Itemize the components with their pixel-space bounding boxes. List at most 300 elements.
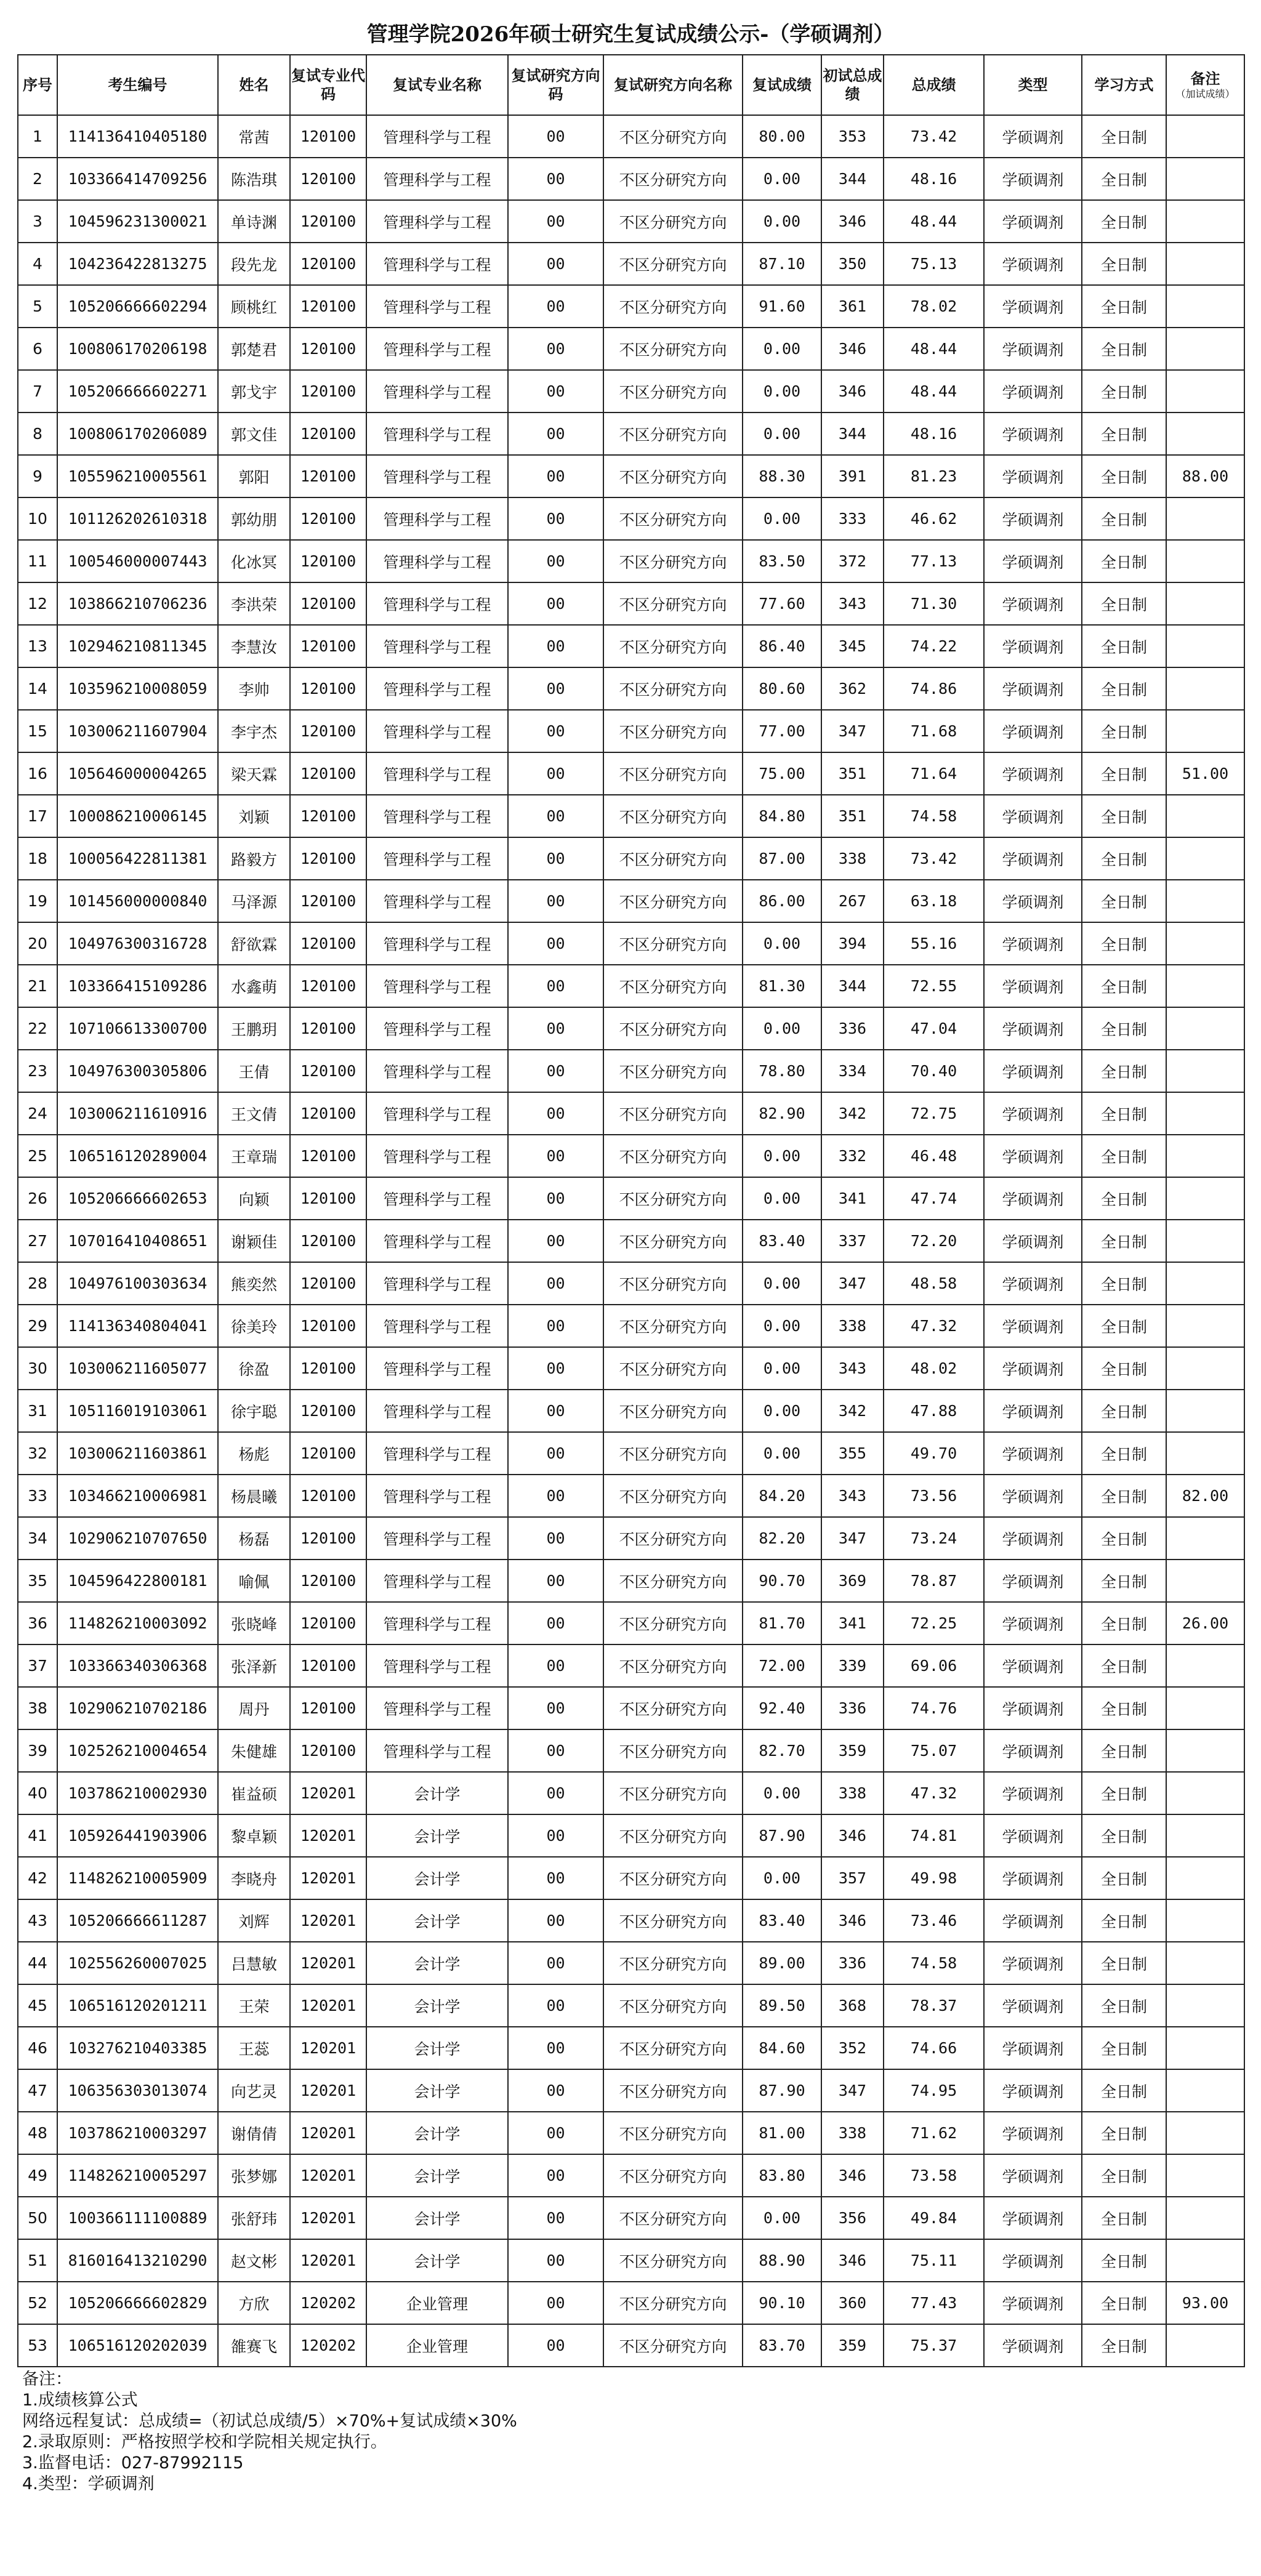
cell-major-name: 管理科学与工程 <box>366 922 508 965</box>
cell-remark <box>1166 1984 1244 2027</box>
cell-major-code: 120100 <box>290 1602 366 1644</box>
cell-retest-score: 78.80 <box>743 1050 821 1092</box>
cell-prelim-score: 346 <box>821 200 884 243</box>
cell-major-code: 120100 <box>290 497 366 540</box>
cell-total-score: 47.04 <box>884 1007 984 1050</box>
cell-seq: 22 <box>18 1007 57 1050</box>
cell-seq: 34 <box>18 1517 57 1560</box>
cell-remark: 88.00 <box>1166 455 1244 497</box>
cell-total-score: 55.16 <box>884 922 984 965</box>
cell-major-name: 管理科学与工程 <box>366 1305 508 1347</box>
cell-name: 黎卓颖 <box>218 1814 290 1857</box>
cell-retest-score: 0.00 <box>743 413 821 455</box>
cell-prelim-score: 337 <box>821 1220 884 1262</box>
cell-study-mode: 全日制 <box>1082 1602 1166 1644</box>
cell-prelim-score: 359 <box>821 2324 884 2367</box>
cell-major-code: 120201 <box>290 1857 366 1899</box>
table-row <box>18 1475 1244 1517</box>
cell-direction-name: 不区分研究方向 <box>603 1517 743 1560</box>
cell-remark <box>1166 1135 1244 1177</box>
cell-total-score: 49.70 <box>884 1432 984 1475</box>
cell-name: 郭文佳 <box>218 413 290 455</box>
cell-name: 熊奕然 <box>218 1262 290 1305</box>
cell-total-score: 81.23 <box>884 455 984 497</box>
cell-category: 学硕调剂 <box>984 2112 1082 2154</box>
cell-remark <box>1166 1347 1244 1390</box>
cell-name: 徐美玲 <box>218 1305 290 1347</box>
cell-exam-id: 103006211610916 <box>57 1092 218 1135</box>
cell-major-name: 管理科学与工程 <box>366 965 508 1007</box>
cell-exam-id: 105116019103061 <box>57 1390 218 1432</box>
cell-direction-name: 不区分研究方向 <box>603 2069 743 2112</box>
cell-retest-score: 81.70 <box>743 1602 821 1644</box>
cell-prelim-score: 368 <box>821 1984 884 2027</box>
cell-major-name: 会计学 <box>366 2197 508 2239</box>
cell-remark <box>1166 1262 1244 1305</box>
cell-major-name: 会计学 <box>366 2112 508 2154</box>
cell-exam-id: 114136410405180 <box>57 115 218 158</box>
cell-major-name: 管理科学与工程 <box>366 1177 508 1220</box>
cell-exam-id: 103006211607904 <box>57 710 218 752</box>
cell-direction-name: 不区分研究方向 <box>603 497 743 540</box>
cell-direction-code: 00 <box>508 965 603 1007</box>
cell-prelim-score: 344 <box>821 413 884 455</box>
cell-seq: 30 <box>18 1347 57 1390</box>
cell-category: 学硕调剂 <box>984 1729 1082 1772</box>
table-row <box>18 1899 1244 1942</box>
cell-total-score: 71.30 <box>884 582 984 625</box>
cell-prelim-score: 343 <box>821 1347 884 1390</box>
cell-major-name: 会计学 <box>366 2027 508 2069</box>
table-row <box>18 115 1244 158</box>
cell-seq: 32 <box>18 1432 57 1475</box>
cell-category: 学硕调剂 <box>984 455 1082 497</box>
cell-remark <box>1166 200 1244 243</box>
cell-study-mode: 全日制 <box>1082 1050 1166 1092</box>
cell-seq: 31 <box>18 1390 57 1432</box>
cell-retest-score: 0.00 <box>743 1857 821 1899</box>
cell-seq: 52 <box>18 2282 57 2324</box>
cell-major-name: 会计学 <box>366 1899 508 1942</box>
cell-major-name: 会计学 <box>366 2154 508 2197</box>
cell-name: 向颖 <box>218 1177 290 1220</box>
cell-seq: 7 <box>18 370 57 413</box>
cell-study-mode: 全日制 <box>1082 328 1166 370</box>
cell-major-code: 120100 <box>290 115 366 158</box>
cell-retest-score: 75.00 <box>743 752 821 795</box>
cell-major-code: 120202 <box>290 2282 366 2324</box>
table-row <box>18 2324 1244 2367</box>
cell-name: 单诗渊 <box>218 200 290 243</box>
cell-retest-score: 77.00 <box>743 710 821 752</box>
cell-study-mode: 全日制 <box>1082 965 1166 1007</box>
cell-prelim-score: 345 <box>821 625 884 667</box>
cell-study-mode: 全日制 <box>1082 1644 1166 1687</box>
cell-total-score: 72.55 <box>884 965 984 1007</box>
cell-category: 学硕调剂 <box>984 1177 1082 1220</box>
cell-remark: 82.00 <box>1166 1475 1244 1517</box>
cell-seq: 37 <box>18 1644 57 1687</box>
cell-direction-code: 00 <box>508 1644 603 1687</box>
cell-prelim-score: 343 <box>821 582 884 625</box>
cell-seq: 13 <box>18 625 57 667</box>
cell-total-score: 48.44 <box>884 328 984 370</box>
cell-prelim-score: 344 <box>821 965 884 1007</box>
cell-total-score: 78.02 <box>884 285 984 328</box>
cell-seq: 53 <box>18 2324 57 2367</box>
table-row <box>18 1687 1244 1729</box>
cell-exam-id: 105206666602829 <box>57 2282 218 2324</box>
cell-direction-code: 00 <box>508 158 603 200</box>
cell-retest-score: 91.60 <box>743 285 821 328</box>
cell-retest-score: 0.00 <box>743 922 821 965</box>
cell-retest-score: 81.30 <box>743 965 821 1007</box>
cell-direction-name: 不区分研究方向 <box>603 752 743 795</box>
header-prelim-score: 初试总成绩 <box>821 55 884 115</box>
cell-remark: 51.00 <box>1166 752 1244 795</box>
cell-total-score: 75.11 <box>884 2239 984 2282</box>
table-row <box>18 965 1244 1007</box>
cell-name: 郭阳 <box>218 455 290 497</box>
table-row <box>18 1092 1244 1135</box>
cell-study-mode: 全日制 <box>1082 2027 1166 2069</box>
cell-name: 向艺灵 <box>218 2069 290 2112</box>
cell-total-score: 47.32 <box>884 1772 984 1814</box>
cell-major-code: 120201 <box>290 1984 366 2027</box>
cell-direction-code: 00 <box>508 115 603 158</box>
cell-seq: 23 <box>18 1050 57 1092</box>
header-retest-score: 复试成绩 <box>743 55 821 115</box>
cell-study-mode: 全日制 <box>1082 2324 1166 2367</box>
cell-study-mode: 全日制 <box>1082 880 1166 922</box>
cell-name: 周丹 <box>218 1687 290 1729</box>
cell-name: 郭幼朋 <box>218 497 290 540</box>
cell-remark <box>1166 1007 1244 1050</box>
cell-category: 学硕调剂 <box>984 880 1082 922</box>
cell-study-mode: 全日制 <box>1082 158 1166 200</box>
cell-exam-id: 103006211605077 <box>57 1347 218 1390</box>
cell-category: 学硕调剂 <box>984 625 1082 667</box>
cell-major-name: 管理科学与工程 <box>366 413 508 455</box>
cell-exam-id: 103866210706236 <box>57 582 218 625</box>
table-row <box>18 1135 1244 1177</box>
cell-prelim-score: 359 <box>821 1729 884 1772</box>
cell-direction-code: 00 <box>508 625 603 667</box>
cell-study-mode: 全日制 <box>1082 540 1166 582</box>
cell-remark: 93.00 <box>1166 2282 1244 2324</box>
cell-study-mode: 全日制 <box>1082 1177 1166 1220</box>
cell-category: 学硕调剂 <box>984 1687 1082 1729</box>
cell-direction-name: 不区分研究方向 <box>603 582 743 625</box>
cell-exam-id: 106516120202039 <box>57 2324 218 2367</box>
table-row <box>18 328 1244 370</box>
cell-category: 学硕调剂 <box>984 1942 1082 1984</box>
cell-prelim-score: 355 <box>821 1432 884 1475</box>
cell-major-code: 120100 <box>290 1050 366 1092</box>
cell-direction-name: 不区分研究方向 <box>603 1942 743 1984</box>
cell-direction-code: 00 <box>508 2197 603 2239</box>
cell-direction-code: 00 <box>508 243 603 285</box>
cell-direction-code: 00 <box>508 2324 603 2367</box>
cell-category: 学硕调剂 <box>984 243 1082 285</box>
table-row <box>18 2069 1244 2112</box>
cell-category: 学硕调剂 <box>984 795 1082 837</box>
table-row <box>18 1432 1244 1475</box>
note-line: 网络远程复试：总成绩=（初试总成绩/5）×70%+复试成绩×30% <box>22 2412 517 2431</box>
cell-direction-name: 不区分研究方向 <box>603 2112 743 2154</box>
cell-retest-score: 84.20 <box>743 1475 821 1517</box>
cell-prelim-score: 346 <box>821 1899 884 1942</box>
cell-name: 马泽源 <box>218 880 290 922</box>
cell-name: 徐盈 <box>218 1347 290 1390</box>
cell-prelim-score: 372 <box>821 540 884 582</box>
cell-exam-id: 103366340306368 <box>57 1644 218 1687</box>
cell-major-name: 管理科学与工程 <box>366 200 508 243</box>
cell-prelim-score: 334 <box>821 1050 884 1092</box>
cell-major-code: 120100 <box>290 710 366 752</box>
cell-remark <box>1166 1899 1244 1942</box>
note-line: 备注： <box>22 2370 72 2389</box>
cell-major-code: 120100 <box>290 1135 366 1177</box>
cell-retest-score: 90.10 <box>743 2282 821 2324</box>
cell-study-mode: 全日制 <box>1082 413 1166 455</box>
cell-major-code: 120100 <box>290 1560 366 1602</box>
cell-direction-name: 不区分研究方向 <box>603 540 743 582</box>
cell-study-mode: 全日制 <box>1082 1772 1166 1814</box>
cell-retest-score: 77.60 <box>743 582 821 625</box>
cell-major-code: 120201 <box>290 2154 366 2197</box>
cell-seq: 51 <box>18 2239 57 2282</box>
cell-remark <box>1166 158 1244 200</box>
cell-major-name: 管理科学与工程 <box>366 285 508 328</box>
table-row <box>18 1262 1244 1305</box>
header-direction-name: 复试研究方向名称 <box>603 55 743 115</box>
table-row <box>18 837 1244 880</box>
cell-direction-code: 00 <box>508 455 603 497</box>
cell-direction-code: 00 <box>508 1390 603 1432</box>
cell-name: 张泽新 <box>218 1644 290 1687</box>
cell-direction-name: 不区分研究方向 <box>603 1305 743 1347</box>
cell-retest-score: 86.40 <box>743 625 821 667</box>
cell-exam-id: 114826210005909 <box>57 1857 218 1899</box>
cell-major-name: 管理科学与工程 <box>366 1092 508 1135</box>
cell-total-score: 73.42 <box>884 837 984 880</box>
cell-direction-code: 00 <box>508 582 603 625</box>
cell-exam-id: 105646000004265 <box>57 752 218 795</box>
cell-category: 学硕调剂 <box>984 1517 1082 1560</box>
cell-exam-id: 105596210005561 <box>57 455 218 497</box>
cell-retest-score: 72.00 <box>743 1644 821 1687</box>
cell-direction-name: 不区分研究方向 <box>603 625 743 667</box>
cell-category: 学硕调剂 <box>984 497 1082 540</box>
cell-remark <box>1166 582 1244 625</box>
cell-major-name: 管理科学与工程 <box>366 1347 508 1390</box>
header-direction-code: 复试研究方向码 <box>508 55 603 115</box>
cell-total-score: 78.87 <box>884 1560 984 1602</box>
cell-remark <box>1166 2027 1244 2069</box>
cell-seq: 38 <box>18 1687 57 1729</box>
cell-major-code: 120100 <box>290 1305 366 1347</box>
cell-remark <box>1166 2069 1244 2112</box>
table-row <box>18 922 1244 965</box>
cell-direction-name: 不区分研究方向 <box>603 1432 743 1475</box>
cell-name: 梁天霖 <box>218 752 290 795</box>
cell-prelim-score: 360 <box>821 2282 884 2324</box>
cell-name: 李宇杰 <box>218 710 290 752</box>
cell-direction-code: 00 <box>508 1857 603 1899</box>
cell-total-score: 47.88 <box>884 1390 984 1432</box>
cell-category: 学硕调剂 <box>984 1475 1082 1517</box>
cell-exam-id: 107106613300700 <box>57 1007 218 1050</box>
cell-exam-id: 102556260007025 <box>57 1942 218 1984</box>
cell-exam-id: 106516120201211 <box>57 1984 218 2027</box>
cell-total-score: 48.58 <box>884 1262 984 1305</box>
cell-major-code: 120100 <box>290 795 366 837</box>
table-row <box>18 200 1244 243</box>
cell-direction-name: 不区分研究方向 <box>603 1390 743 1432</box>
cell-major-name: 管理科学与工程 <box>366 115 508 158</box>
cell-direction-name: 不区分研究方向 <box>603 370 743 413</box>
cell-study-mode: 全日制 <box>1082 1305 1166 1347</box>
table-row <box>18 2197 1244 2239</box>
cell-seq: 27 <box>18 1220 57 1262</box>
cell-total-score: 73.56 <box>884 1475 984 1517</box>
cell-seq: 28 <box>18 1262 57 1305</box>
cell-category: 学硕调剂 <box>984 1984 1082 2027</box>
cell-category: 学硕调剂 <box>984 1092 1082 1135</box>
cell-major-name: 会计学 <box>366 1984 508 2027</box>
table-header-row <box>18 55 1244 115</box>
cell-seq: 25 <box>18 1135 57 1177</box>
cell-direction-code: 00 <box>508 1135 603 1177</box>
cell-direction-name: 不区分研究方向 <box>603 455 743 497</box>
cell-category: 学硕调剂 <box>984 1560 1082 1602</box>
cell-direction-name: 不区分研究方向 <box>603 837 743 880</box>
cell-study-mode: 全日制 <box>1082 497 1166 540</box>
table-row <box>18 2282 1244 2324</box>
cell-direction-code: 00 <box>508 667 603 710</box>
table-row <box>18 710 1244 752</box>
cell-major-code: 120100 <box>290 1390 366 1432</box>
table-row <box>18 1729 1244 1772</box>
cell-exam-id: 816016413210290 <box>57 2239 218 2282</box>
cell-total-score: 74.22 <box>884 625 984 667</box>
table-body <box>18 115 1244 2367</box>
cell-direction-code: 00 <box>508 370 603 413</box>
table-row <box>18 625 1244 667</box>
cell-major-code: 120201 <box>290 1772 366 1814</box>
cell-exam-id: 105206666602294 <box>57 285 218 328</box>
cell-direction-name: 不区分研究方向 <box>603 243 743 285</box>
cell-study-mode: 全日制 <box>1082 1475 1166 1517</box>
cell-exam-id: 102526210004654 <box>57 1729 218 1772</box>
cell-study-mode: 全日制 <box>1082 1347 1166 1390</box>
cell-direction-name: 不区分研究方向 <box>603 795 743 837</box>
table-row <box>18 158 1244 200</box>
cell-study-mode: 全日制 <box>1082 2239 1166 2282</box>
cell-total-score: 46.62 <box>884 497 984 540</box>
cell-total-score: 75.13 <box>884 243 984 285</box>
cell-direction-name: 不区分研究方向 <box>603 1475 743 1517</box>
cell-category: 学硕调剂 <box>984 413 1082 455</box>
cell-prelim-score: 336 <box>821 1687 884 1729</box>
cell-major-name: 管理科学与工程 <box>366 158 508 200</box>
cell-direction-code: 00 <box>508 1560 603 1602</box>
cell-remark <box>1166 1432 1244 1475</box>
cell-retest-score: 83.70 <box>743 2324 821 2367</box>
cell-major-code: 120100 <box>290 1092 366 1135</box>
cell-direction-code: 00 <box>508 1347 603 1390</box>
cell-seq: 8 <box>18 413 57 455</box>
cell-total-score: 47.74 <box>884 1177 984 1220</box>
cell-total-score: 74.95 <box>884 2069 984 2112</box>
cell-major-code: 120201 <box>290 1899 366 1942</box>
header-study-mode: 学习方式 <box>1082 55 1166 115</box>
cell-exam-id: 100806170206198 <box>57 328 218 370</box>
cell-prelim-score: 351 <box>821 752 884 795</box>
cell-study-mode: 全日制 <box>1082 1517 1166 1560</box>
cell-direction-name: 不区分研究方向 <box>603 922 743 965</box>
cell-retest-score: 0.00 <box>743 2197 821 2239</box>
cell-category: 学硕调剂 <box>984 837 1082 880</box>
cell-name: 王章瑞 <box>218 1135 290 1177</box>
cell-exam-id: 107016410408651 <box>57 1220 218 1262</box>
cell-exam-id: 114826210005297 <box>57 2154 218 2197</box>
header-major-name: 复试专业名称 <box>366 55 508 115</box>
cell-retest-score: 80.60 <box>743 667 821 710</box>
cell-study-mode: 全日制 <box>1082 115 1166 158</box>
cell-prelim-score: 344 <box>821 158 884 200</box>
cell-direction-name: 不区分研究方向 <box>603 1814 743 1857</box>
cell-category: 学硕调剂 <box>984 965 1082 1007</box>
cell-category: 学硕调剂 <box>984 2197 1082 2239</box>
cell-direction-code: 00 <box>508 2027 603 2069</box>
cell-direction-name: 不区分研究方向 <box>603 1220 743 1262</box>
table-row <box>18 1560 1244 1602</box>
table-row <box>18 795 1244 837</box>
cell-prelim-score: 346 <box>821 370 884 413</box>
cell-seq: 29 <box>18 1305 57 1347</box>
cell-major-code: 120100 <box>290 1220 366 1262</box>
cell-direction-name: 不区分研究方向 <box>603 1729 743 1772</box>
cell-total-score: 48.44 <box>884 370 984 413</box>
cell-name: 刘辉 <box>218 1899 290 1942</box>
cell-direction-code: 00 <box>508 2282 603 2324</box>
cell-major-code: 120201 <box>290 2197 366 2239</box>
cell-exam-id: 105206666602653 <box>57 1177 218 1220</box>
cell-category: 学硕调剂 <box>984 1050 1082 1092</box>
cell-exam-id: 103786210003297 <box>57 2112 218 2154</box>
cell-prelim-score: 357 <box>821 1857 884 1899</box>
table-row <box>18 1050 1244 1092</box>
cell-direction-code: 00 <box>508 795 603 837</box>
cell-remark <box>1166 667 1244 710</box>
cell-seq: 47 <box>18 2069 57 2112</box>
cell-total-score: 48.02 <box>884 1347 984 1390</box>
note-line: 1.成绩核算公式 <box>22 2391 138 2410</box>
cell-exam-id: 105206666602271 <box>57 370 218 413</box>
header-exam-id: 考生编号 <box>57 55 218 115</box>
cell-direction-code: 00 <box>508 285 603 328</box>
cell-name: 张舒玮 <box>218 2197 290 2239</box>
cell-study-mode: 全日制 <box>1082 2197 1166 2239</box>
cell-direction-name: 不区分研究方向 <box>603 710 743 752</box>
cell-seq: 16 <box>18 752 57 795</box>
cell-major-name: 管理科学与工程 <box>366 1560 508 1602</box>
cell-total-score: 73.42 <box>884 115 984 158</box>
cell-major-name: 会计学 <box>366 1772 508 1814</box>
cell-direction-name: 不区分研究方向 <box>603 285 743 328</box>
